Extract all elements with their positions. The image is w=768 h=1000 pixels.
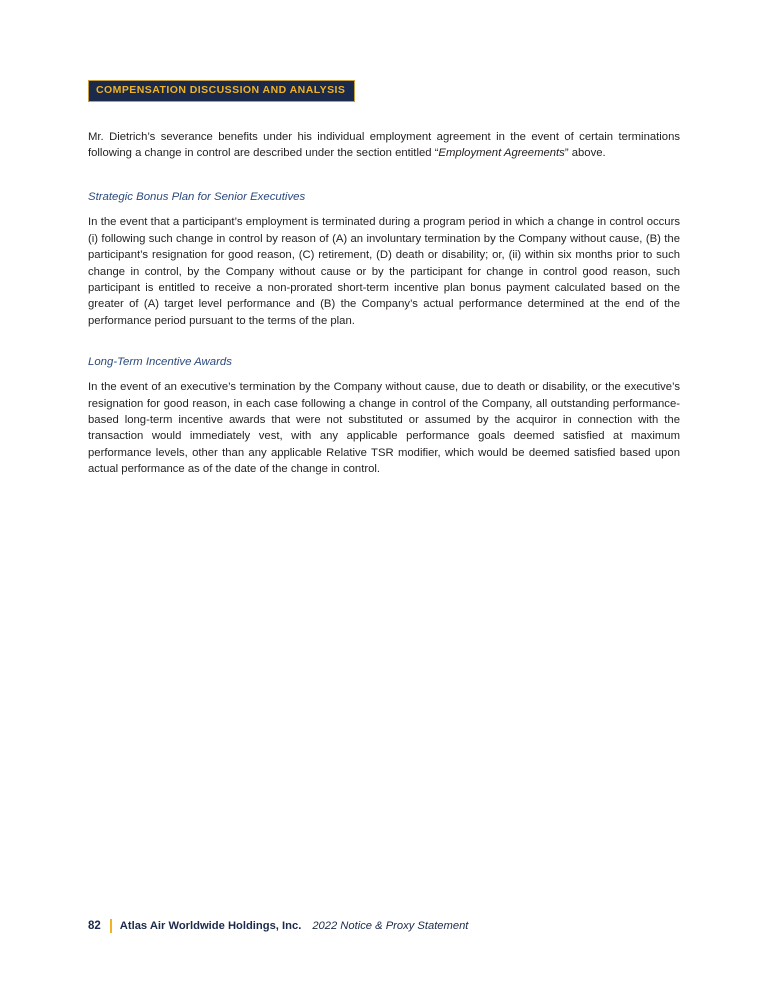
- section-paragraph-strategic-bonus-plan: In the event that a participant’s employment is terminated during a program period in which a change in control occurs (i) following such change in control by reason of (A) an involuntary termination by the Company without cause, (B) the participant’s resignation for good reason, (C) retirement, (D) death or disability; or, (ii) within six months prior to such change in control, by the Company without cause or by the participant for change in control good reason, such participant is entitled to receive a non-prorated short-term incentive plan bonus payment calculated based on the greater of (A) target level performance and (B) the Company’s actual performance determined at the end of the performance period pursuant to the terms of the plan.: [88, 216, 680, 327]
- spacer: [88, 102, 680, 129]
- intro-text-part1: Mr. Dietrich’s severance benefits under his individual employment agreement in the event of certain terminations following a change in control are described under the section entitled “: [88, 130, 680, 159]
- section-banner: COMPENSATION DISCUSSION AND ANALYSIS: [88, 80, 355, 102]
- page-footer: [88, 919, 468, 933]
- intro-italic-reference: Employment Agreements: [438, 146, 565, 159]
- intro-paragraph: [88, 129, 680, 162]
- footer-document-title: 2022 Notice & Proxy Statement: [312, 920, 469, 932]
- section-heading-long-term-incentive-awards: Long-Term Incentive Awards: [88, 356, 232, 369]
- intro-text-part2: ” above.: [564, 146, 606, 159]
- page-content: [88, 80, 680, 478]
- spacer: [88, 369, 680, 379]
- footer-company-name: Atlas Air Worldwide Holdings, Inc.: [119, 920, 302, 932]
- spacer: [88, 204, 680, 214]
- footer-divider-rule: [110, 919, 112, 933]
- spacer: [88, 161, 680, 190]
- section-heading-strategic-bonus-plan: Strategic Bonus Plan for Senior Executives: [88, 191, 306, 204]
- section-paragraph-long-term-incentive-awards: In the event of an executive’s termination by the Company without cause, due to death or disability, or the executive’s resignation for good reason, in each case following a change in control of the Company, all outstanding performance-based long-term incentive awards that were not substituted or assumed by the acquiror in connection with the transaction would immediately vest, with any applicable performance goals deemed satisfied at maximum performance levels, other than any applicable Relative TSR modifier, which would be deemed satisfied based upon actual performance as of the date of the change in control.: [88, 381, 680, 476]
- footer-page-number: 82: [88, 920, 101, 932]
- spacer: [88, 329, 680, 355]
